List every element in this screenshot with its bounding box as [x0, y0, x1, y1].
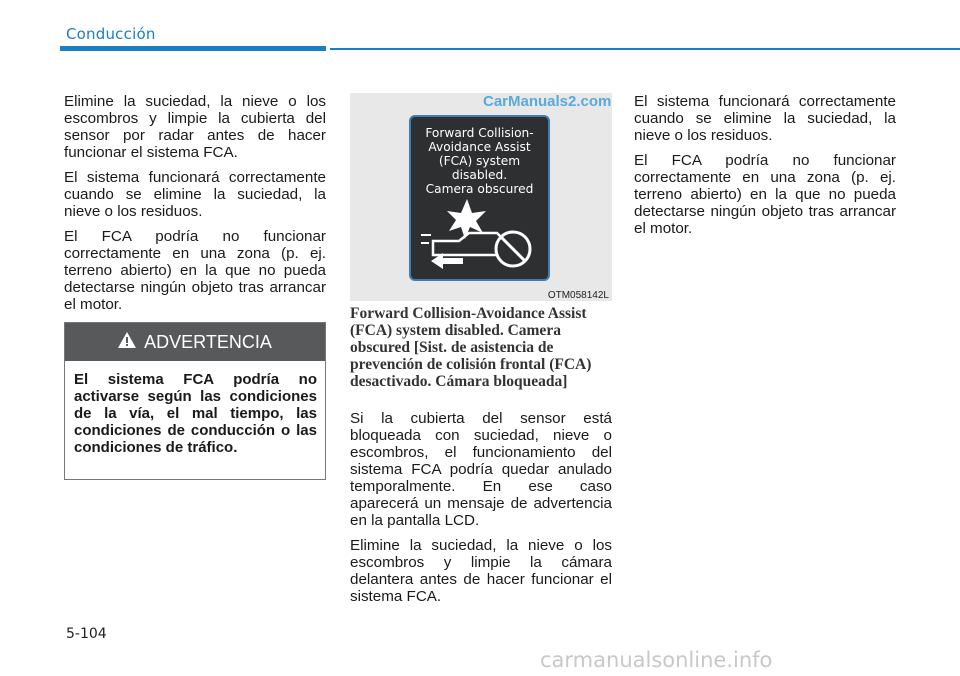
paragraph: El sistema funcionará correctamente cuando se elimine la suciedad, la nieve o los residuos.: [64, 169, 326, 220]
paragraph: El FCA podría no funcionar correctamente en una zona (p. ej. terreno abierto) en la que no pueda detectarse ningún objeto tras arrancar el motor.: [64, 228, 326, 313]
section-title: Conducción: [66, 25, 156, 43]
lcd-screen: [409, 115, 550, 281]
footer-watermark: carmanualsonline.info: [540, 648, 773, 672]
warning-box: [64, 322, 326, 480]
warning-triangle-icon: [118, 332, 136, 353]
header-rule-thick: [60, 46, 326, 51]
warning-title: ADVERTENCIA: [144, 331, 272, 352]
figure-code: OTM058142L: [547, 290, 609, 301]
warning-text: El sistema FCA podría no activarse según las condiciones de la vía, el mal tiempo, las condiciones de conducción o las condiciones de tráfico.: [74, 371, 317, 456]
column-right: [634, 93, 896, 245]
warning-header: [65, 323, 325, 361]
paragraph: El sistema funcionará correctamente cuando se elimine la suciedad, la nieve o los residuos.: [634, 93, 896, 144]
column-left: [64, 93, 326, 321]
column-middle: [350, 410, 612, 613]
car-collision-prohibited-icon: [419, 197, 541, 277]
figure-caption: Forward Collision-Avoidance Assist (FCA) system disabled. Camera obscured [Sist. de asistencia de prevención de colisión frontal (FCA) desactivado. Cámara bloqueada]: [350, 305, 592, 390]
lcd-message: Forward Collision- Avoidance Assist (FCA) system disabled. Camera obscured: [425, 126, 534, 196]
paragraph: El FCA podría no funcionar correctamente en una zona (p. ej. terreno abierto) en la que no pueda detectarse ningún objeto tras arrancar el motor.: [634, 152, 896, 237]
paragraph: Elimine la suciedad, la nieve o los escombros y limpie la cámara delantera antes de hacer funcionar el sistema FCA.: [350, 537, 612, 605]
paragraph: Elimine la suciedad, la nieve o los escombros y limpie la cubierta del sensor por radar antes de hacer funcionar el sistema FCA.: [64, 93, 326, 161]
paragraph: Si la cubierta del sensor está bloqueada con suciedad, nieve o escombros, el funcionamiento del sistema FCA podría quedar anulado temporalmente. En ese caso aparecerá un mensaje de advertencia en la pantalla LCD.: [350, 410, 612, 529]
figure-cluster-message: [350, 93, 612, 301]
page-number: 5-104: [66, 626, 107, 642]
header-rule-thin: [330, 48, 960, 50]
figure-watermark: CarManuals2.com: [483, 93, 612, 110]
